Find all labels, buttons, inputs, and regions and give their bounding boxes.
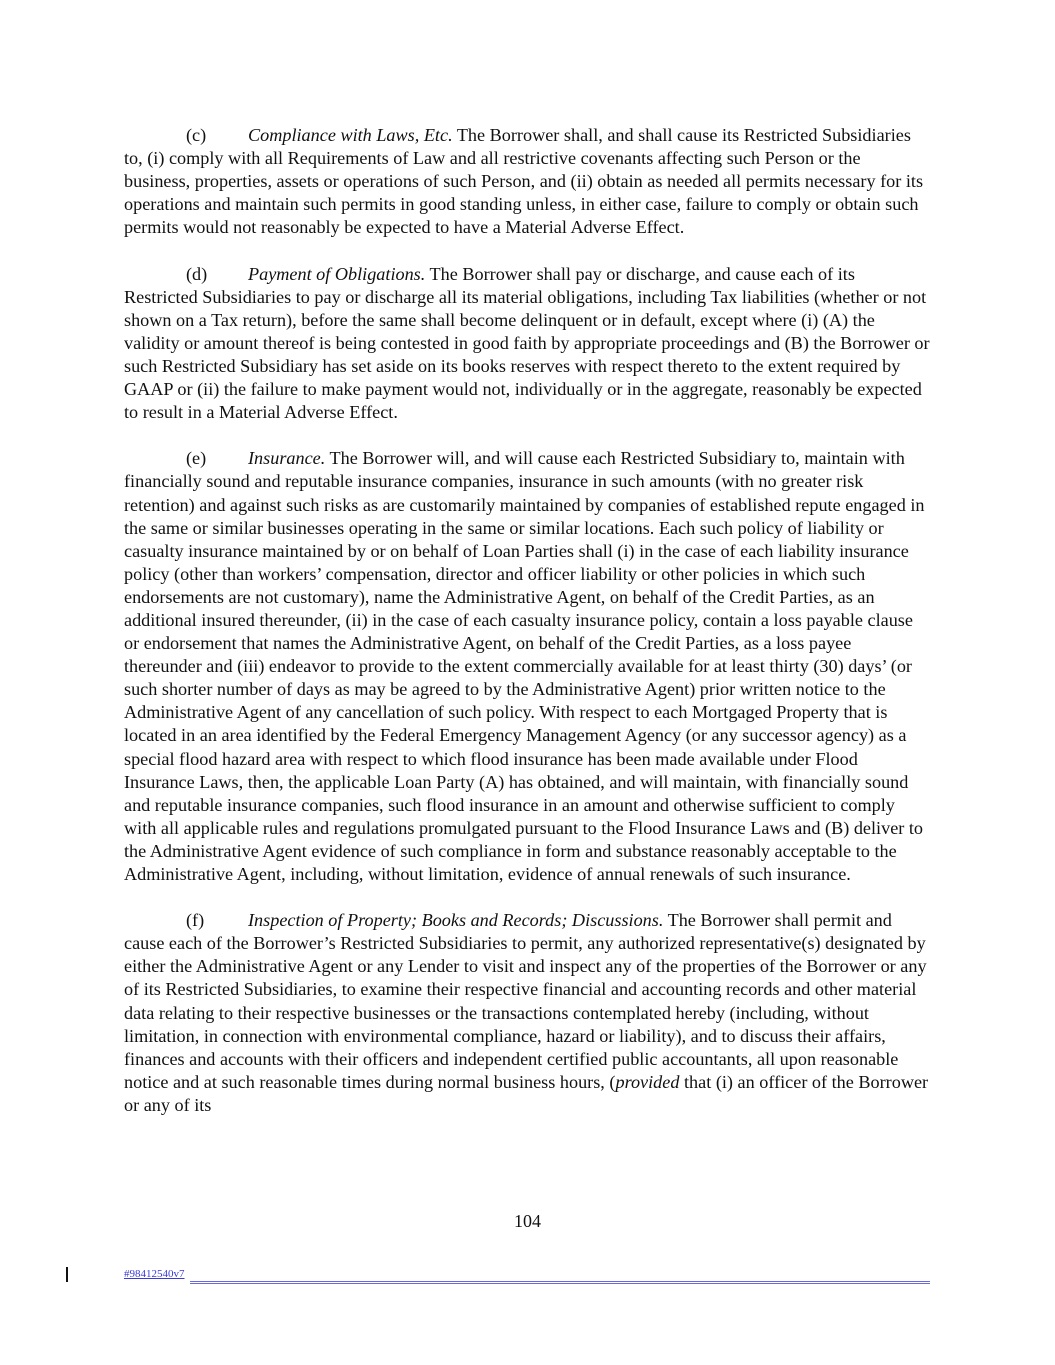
provided-term: provided	[615, 1071, 680, 1092]
paragraph-text: The Borrower shall pay or discharge, and cause each of its Restricted Subsidiaries to pay or discharge all its material obligations, including Tax liabilities (whether or not shown on a Tax return), before the same shall become delinquent or in default, except where (i) (A) the validity or amount thereof is being contested in good faith by appropriate proceedings and (B) the Borrower or such Restricted Subsidiary has set aside on its books reserves with respect thereto to the extent required by GAAP or (ii) the failure to make payment would not, individually or in the aggregate, reasonably be expected to result in a Material Adverse Effect.	[124, 263, 930, 423]
revision-change-bar	[66, 1267, 68, 1282]
paragraph-c	[124, 124, 930, 239]
paragraph-heading: Insurance.	[248, 448, 326, 469]
paragraph-number: (c)	[186, 125, 207, 145]
paragraph-text: The Borrower will, and will cause each Restricted Subsidiary to, maintain with financially sound and reputable insurance companies, insurance in such amounts (with no greater risk retention) and against such risks as are customarily maintained by companies of established repute engaged in the same or similar businesses operating in the same or similar locations. Each such policy of liability or casualty insurance maintained by or on behalf of Loan Parties shall (i) in the case of each liability insurance policy (other than workers’ compensation, director and officer liability or other policies in which such endorsements are not customary), name the Administrative Agent, on behalf of the Credit Parties, as an additional insured thereunder, (ii) in the case of each casualty insurance policy, contain a loss payable clause or endorsement that names the Administrative Agent, on behalf of the Credit Parties, as a loss payee thereunder and (iii) endeavor to provide to the extent commercially available for at least thirty (30) days’ (or such shorter number of days as may be agreed to by the Administrative Agent) prior written notice to the Administrative Agent of any cancellation of such policy. With respect to each Mortgaged Property that is located in an area identified by the Federal Emergency Management Agency (or any successor agency) as a special flood hazard area with respect to which flood insurance has been made available under Flood Insurance Laws, then, the applicable Loan Party (A) has obtained, and will maintain, with financially sound and reputable insurance companies, such flood insurance in an amount and otherwise sufficient to comply with all applicable rules and regulations promulgated pursuant to the Flood Insurance Laws and (B) deliver to the Administrative Agent evidence of such compliance in form and substance reasonably acceptable to the Administrative Agent, including, without limitation, evidence of annual renewals of such insurance.	[124, 448, 925, 884]
paragraph-number: (d)	[186, 263, 208, 284]
paragraph-number: (e)	[186, 448, 207, 469]
paragraph-heading: Payment of Obligations.	[248, 263, 426, 284]
footer-rule	[190, 1281, 930, 1284]
paragraph-f	[124, 909, 930, 1117]
paragraph-heading: Inspection of Property; Books and Records; Discussions.	[248, 910, 664, 931]
paragraph-text-continued: that (i) an officer of the Borrower or any of its	[124, 1071, 929, 1115]
paragraph-text: The Borrower shall permit and cause each of the Borrower’s Restricted Subsidiaries to permit, any authorized representative(s) designated by either the Administrative Agent or any Lender to visit and inspect any of the properties of the Borrower or any of its Restricted Subsidiaries, to examine their respective financial and accounting records and other material data relating to their respective businesses or the transactions contemplated hereby (including, without limitation, in connection with environmental compliance, hazard or liability), and to discuss their affairs, finances and accounts with their officers and independent certified public accountants, all upon reasonable notice and at such reasonable times during normal business hours, (	[124, 910, 927, 1092]
paragraph-text: The Borrower shall, and shall cause its Restricted Subsidiaries to, (i) comply with all Requirements of Law and all restrictive covenants affecting such Person or the business, properties, assets or operations of such Person, and (ii) obtain as needed all permits necessary for its operations and maintain such permits in good standing unless, in either case, failure to comply or obtain such permits would not reasonably be expected to have a Material Adverse Effect.	[124, 125, 924, 238]
document-id-link[interactable]: #98412540v7	[124, 1268, 185, 1280]
paragraph-d	[124, 263, 930, 425]
page-number: 104	[514, 1211, 541, 1231]
paragraph-number: (f)	[186, 910, 205, 931]
document-body	[124, 124, 930, 1140]
paragraph-heading: Compliance with Laws, Etc.	[248, 125, 453, 145]
paragraph-e	[124, 447, 930, 886]
